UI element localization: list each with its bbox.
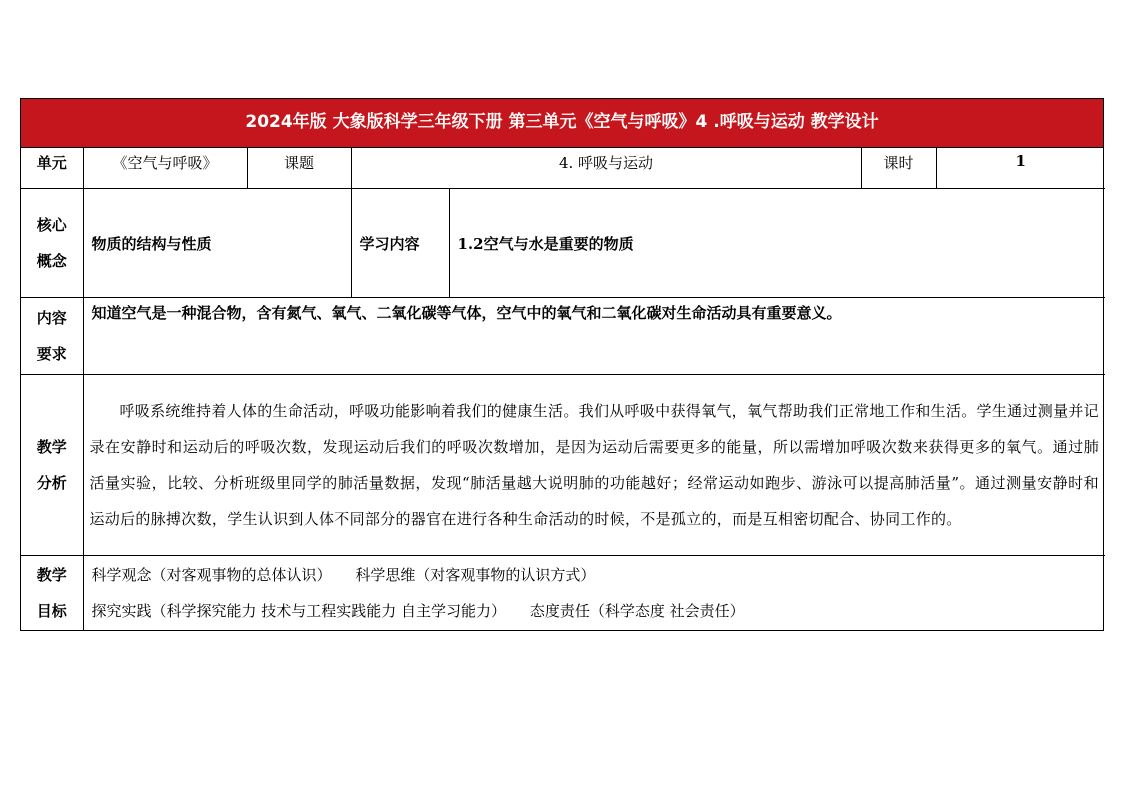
goals-value — [83, 556, 1105, 631]
goals-line-1: 科学观念（对客观事物的总体认识） 科学思维（对客观事物的认识方式） — [91, 566, 596, 584]
analysis-label — [21, 375, 83, 556]
lesson-plan-table — [20, 98, 1104, 631]
analysis-label-line1: 教学 — [36, 438, 67, 456]
lesson-info-table — [21, 148, 1105, 630]
lesson-value: 4. 呼吸与运动 — [351, 148, 861, 189]
row-core-concept — [21, 189, 1105, 298]
goals-label-line1: 教学 — [36, 566, 67, 584]
requirement-label-line2: 要求 — [36, 345, 67, 363]
analysis-value: 呼吸系统维持着人体的生命活动，呼吸功能影响着我们的健康生活。我们从呼吸中获得氧气，氧气帮助我们正常地工作和生活。学生通过测量并记录在安静时和运动后的呼吸次数，发现运动后我们的呼吸次数增加，是因为运动后需要更多的能量，所以需增加呼吸次数来获得更多的氧气。通过肺活量实验，比较、分析班级里同学的肺活量数据，发现“肺活量越大说明肺的功能越好；经常运动如跑步、游泳可以提高肺活量”。通过测量安静时和运动后的脉搏次数，学生认识到人体不同部分的器官在进行各种生命活动的时候，不是孤立的，而是互相密切配合、协同工作的。 — [83, 375, 1105, 556]
goals-label-line2: 目标 — [36, 602, 67, 620]
core-concept-label — [21, 189, 83, 298]
period-label: 课时 — [861, 148, 936, 189]
unit-value: 《空气与呼吸》 — [83, 148, 247, 189]
document-title: 2024年版 大象版科学三年级下册 第三单元《空气与呼吸》4 .呼吸与运动 教学设计 — [21, 99, 1103, 148]
learning-content-value: 1.2空气与水是重要的物质 — [449, 189, 1105, 298]
lesson-label: 课题 — [247, 148, 351, 189]
period-value: 1 — [936, 148, 1105, 189]
row-teaching-analysis — [21, 375, 1105, 556]
row-content-requirement — [21, 298, 1105, 375]
goals-line-2: 探究实践（科学探究能力 技术与工程实践能力 自主学习能力） 态度责任（科学态度 社会责任） — [91, 602, 745, 620]
core-label-line2: 概念 — [36, 252, 67, 270]
requirement-label — [21, 298, 83, 375]
requirement-value: 知道空气是一种混合物，含有氮气、氧气、二氧化碳等气体，空气中的氧气和二氧化碳对生命活动具有重要意义。 — [83, 298, 1105, 375]
core-label-line1: 核心 — [36, 216, 67, 234]
row-unit — [21, 148, 1105, 189]
row-teaching-goals — [21, 556, 1105, 631]
goals-label — [21, 556, 83, 631]
requirement-label-line1: 内容 — [36, 309, 67, 327]
unit-label: 单元 — [21, 148, 83, 189]
learning-content-label: 学习内容 — [351, 189, 449, 298]
analysis-label-line2: 分析 — [36, 474, 67, 492]
core-concept-value: 物质的结构与性质 — [83, 189, 351, 298]
